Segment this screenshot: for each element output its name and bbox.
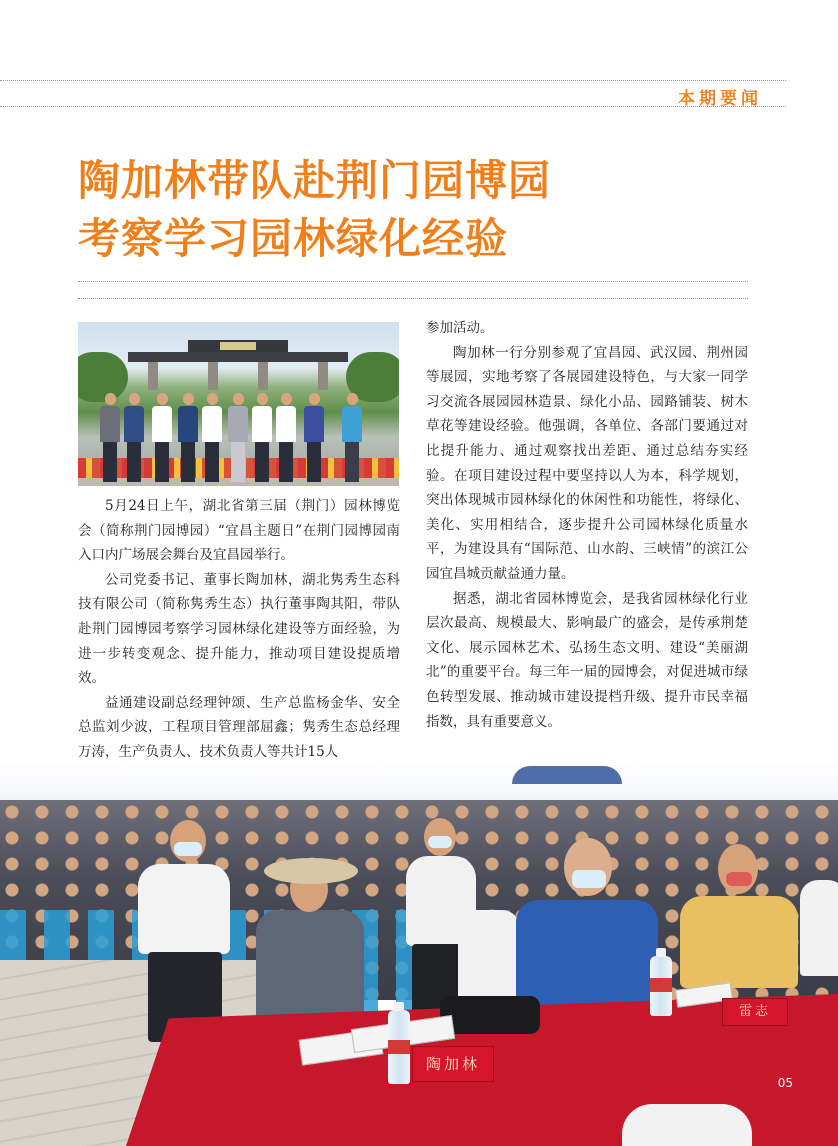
paragraph: 5月24日上午，湖北省第三届（荆门）园林博览会（简称荆门园博园）“宜昌主题日”在荆门园博园南入口内广场展会舞台及宜昌园举行。	[78, 498, 400, 564]
header-rule-bottom	[0, 106, 786, 107]
group-member	[252, 393, 272, 482]
white-chair	[800, 880, 838, 976]
paragraph-continuation: 参加活动。	[426, 320, 494, 336]
article-title	[78, 152, 551, 268]
title-line-1: 陶加林带队赴荆门园博园	[78, 156, 552, 205]
title-line-2: 考察学习园林绿化经验	[78, 214, 509, 263]
group-photo-at-gate	[78, 322, 399, 486]
group-member	[178, 393, 198, 482]
group-member	[304, 393, 324, 482]
attendee-blue-shirt	[512, 834, 662, 1024]
paragraph: 益通建设副总经理钟颂、生产总监杨金华、安全总监刘少波，工程项目管理部屈鑫；隽秀生态总经理万涛，生产负责人、技术负责人等共计15人	[78, 694, 400, 760]
section-tag: 本期要闻	[678, 89, 762, 109]
group-member	[276, 393, 296, 482]
header-rule-top	[0, 80, 786, 81]
article-column-right	[426, 316, 748, 734]
nameplate-left: 陶加林	[412, 1046, 494, 1082]
article-column-left	[78, 494, 400, 765]
group-member	[152, 393, 172, 482]
group-member	[124, 393, 144, 482]
gate-sign	[220, 342, 256, 350]
water-bottle	[388, 1010, 410, 1084]
tent	[512, 766, 622, 784]
group-member	[342, 393, 362, 482]
paragraph: 陶加林一行分别参观了宜昌园、武汉园、荆州园等展园，实地考察了各展园建设特色，与大家一同学习交流各展园园林造景、绿化小品、园路铺装、树木草花等建设经验。他强调，各单位、各部门要通过对比提升能力、通过观察找出差距、通过总结夯实经验。在项目建设过程中要坚持以人为本，科学规划，突出体现城市园林绿化的休闲性和功能性，将绿化、美化、实用相结合，逐步提升公司园林绿化质量水平，为建设具有“国际范、山水韵、三峡情”的滨江公园宜昌城贡献益通力量。	[426, 344, 748, 582]
group-member	[202, 393, 222, 482]
white-chair	[458, 910, 520, 1002]
nameplate-right: 雷志	[722, 998, 788, 1026]
attendee-yellow-shirt	[676, 844, 806, 994]
black-bag	[440, 996, 540, 1034]
group-member	[228, 393, 248, 482]
paragraph: 公司党委书记、董事长陶加林，湖北隽秀生态科技有限公司（简称隽秀生态）执行董事陶其阳，带队赴荆门园博园考察学习园林绿化建设等方面经验，为进一步转变观念、提升能力，推动项目建设提质增效。	[78, 571, 400, 687]
audience-photo	[0, 760, 838, 1146]
park-gate	[128, 340, 348, 380]
white-chair	[622, 1104, 752, 1146]
water-bottle	[650, 956, 672, 1016]
page-number: 05	[777, 1076, 793, 1090]
attendee-white-shirt	[134, 816, 234, 1046]
paragraph: 据悉，湖北省园林博览会，是我省园林绿化行业层次最高、规模最大、影响最广的盛会，是传承荆楚文化、展示园林艺术、弘扬生态文明、建设“美丽湖北”的重要平台。每三年一届的园博会，对促进城市绿色转型发展、推动城市建设提档升级、提升市民幸福指数，具有重要意义。	[426, 590, 748, 730]
title-rule-top	[78, 281, 748, 282]
title-rule-bottom	[78, 298, 748, 299]
group-member	[100, 393, 120, 482]
